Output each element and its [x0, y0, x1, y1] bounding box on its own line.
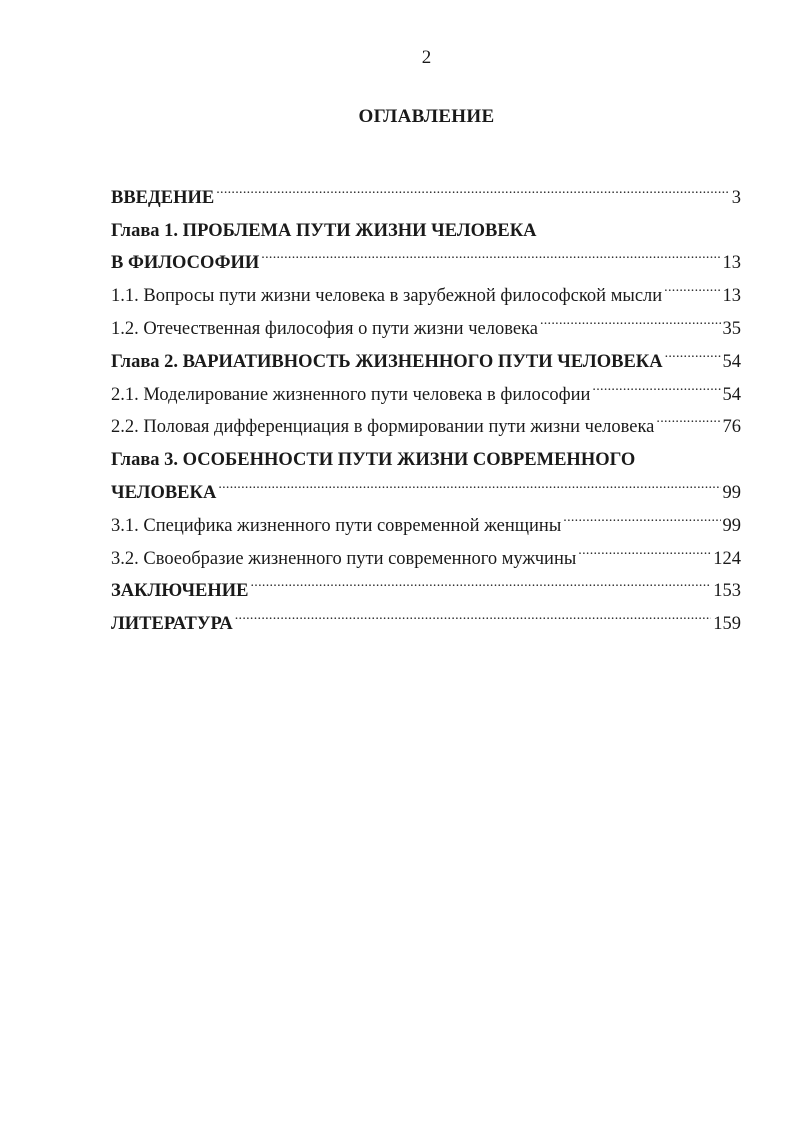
dot-leader: [665, 334, 721, 367]
toc-entry-page: 35: [722, 318, 741, 339]
dot-leader: [592, 367, 720, 400]
toc-entry-title: 3.1. Специфика жизненного пути современной женщины: [111, 515, 562, 536]
dot-leader: [563, 498, 720, 531]
toc-entry-title: Глава 2. ВАРИАТИВНОСТЬ ЖИЗНЕННОГО ПУТИ ЧЕЛОВЕКА: [111, 351, 663, 372]
page-number: 2: [421, 47, 432, 68]
toc-entry-title: ЧЕЛОВЕКА: [111, 482, 217, 503]
toc-entry-title: 1.2. Отечественная философия о пути жизни человека: [111, 318, 538, 339]
toc-entry-title: 1.1. Вопросы пути жизни человека в зарубежной философской мысли: [111, 286, 663, 307]
dot-leader: [578, 531, 711, 564]
table-of-contents: [111, 170, 741, 635]
toc-entry-page: 54: [722, 384, 741, 405]
toc-heading: ОГЛАВЛЕНИЕ: [358, 106, 495, 127]
toc-entry-page: 159: [713, 614, 741, 635]
dot-leader: [664, 268, 720, 301]
toc-entry-page: 76: [722, 417, 741, 438]
toc-entry-title: 2.2. Половая дифференциация в формировании пути жизни человека: [111, 417, 655, 438]
toc-entry-title: 3.2. Своеобразие жизненного пути современного мужчины: [111, 548, 577, 569]
toc-entry-page: 99: [722, 482, 741, 503]
toc-entry-page: 13: [722, 253, 741, 274]
dot-leader: [637, 432, 739, 465]
dot-leader: [218, 465, 720, 498]
toc-entry-title: ЛИТЕРАТУРА: [111, 614, 233, 635]
dot-leader: [235, 596, 712, 629]
toc-entry-page: 99: [722, 515, 741, 536]
toc-entry-page: 124: [713, 548, 741, 569]
toc-entry-page: 54: [722, 351, 741, 372]
toc-entry-title: 2.1. Моделирование жизненного пути человека в философии: [111, 384, 591, 405]
toc-entry-title: Глава 3. ОСОБЕННОСТИ ПУТИ ЖИЗНИ СОВРЕМЕННОГО: [111, 450, 636, 471]
dot-leader: [656, 400, 720, 433]
dot-leader: [538, 203, 739, 236]
toc-entry-page: 13: [722, 286, 741, 307]
toc-entry-title: ВВЕДЕНИЕ: [111, 187, 215, 208]
toc-entry-title: Глава 1. ПРОБЛЕМА ПУТИ ЖИЗНИ ЧЕЛОВЕКА: [111, 220, 537, 241]
toc-entry-title: ЗАКЛЮЧЕНИЕ: [111, 581, 249, 602]
toc-entry-page: 153: [713, 581, 741, 602]
toc-entry-page: 3: [731, 187, 741, 208]
dot-leader: [540, 301, 721, 334]
toc-entry-introduction: [111, 170, 741, 208]
dot-leader: [216, 170, 730, 203]
dot-leader: [251, 564, 712, 597]
toc-entry-title: В ФИЛОСОФИИ: [111, 253, 260, 274]
dot-leader: [261, 236, 720, 269]
